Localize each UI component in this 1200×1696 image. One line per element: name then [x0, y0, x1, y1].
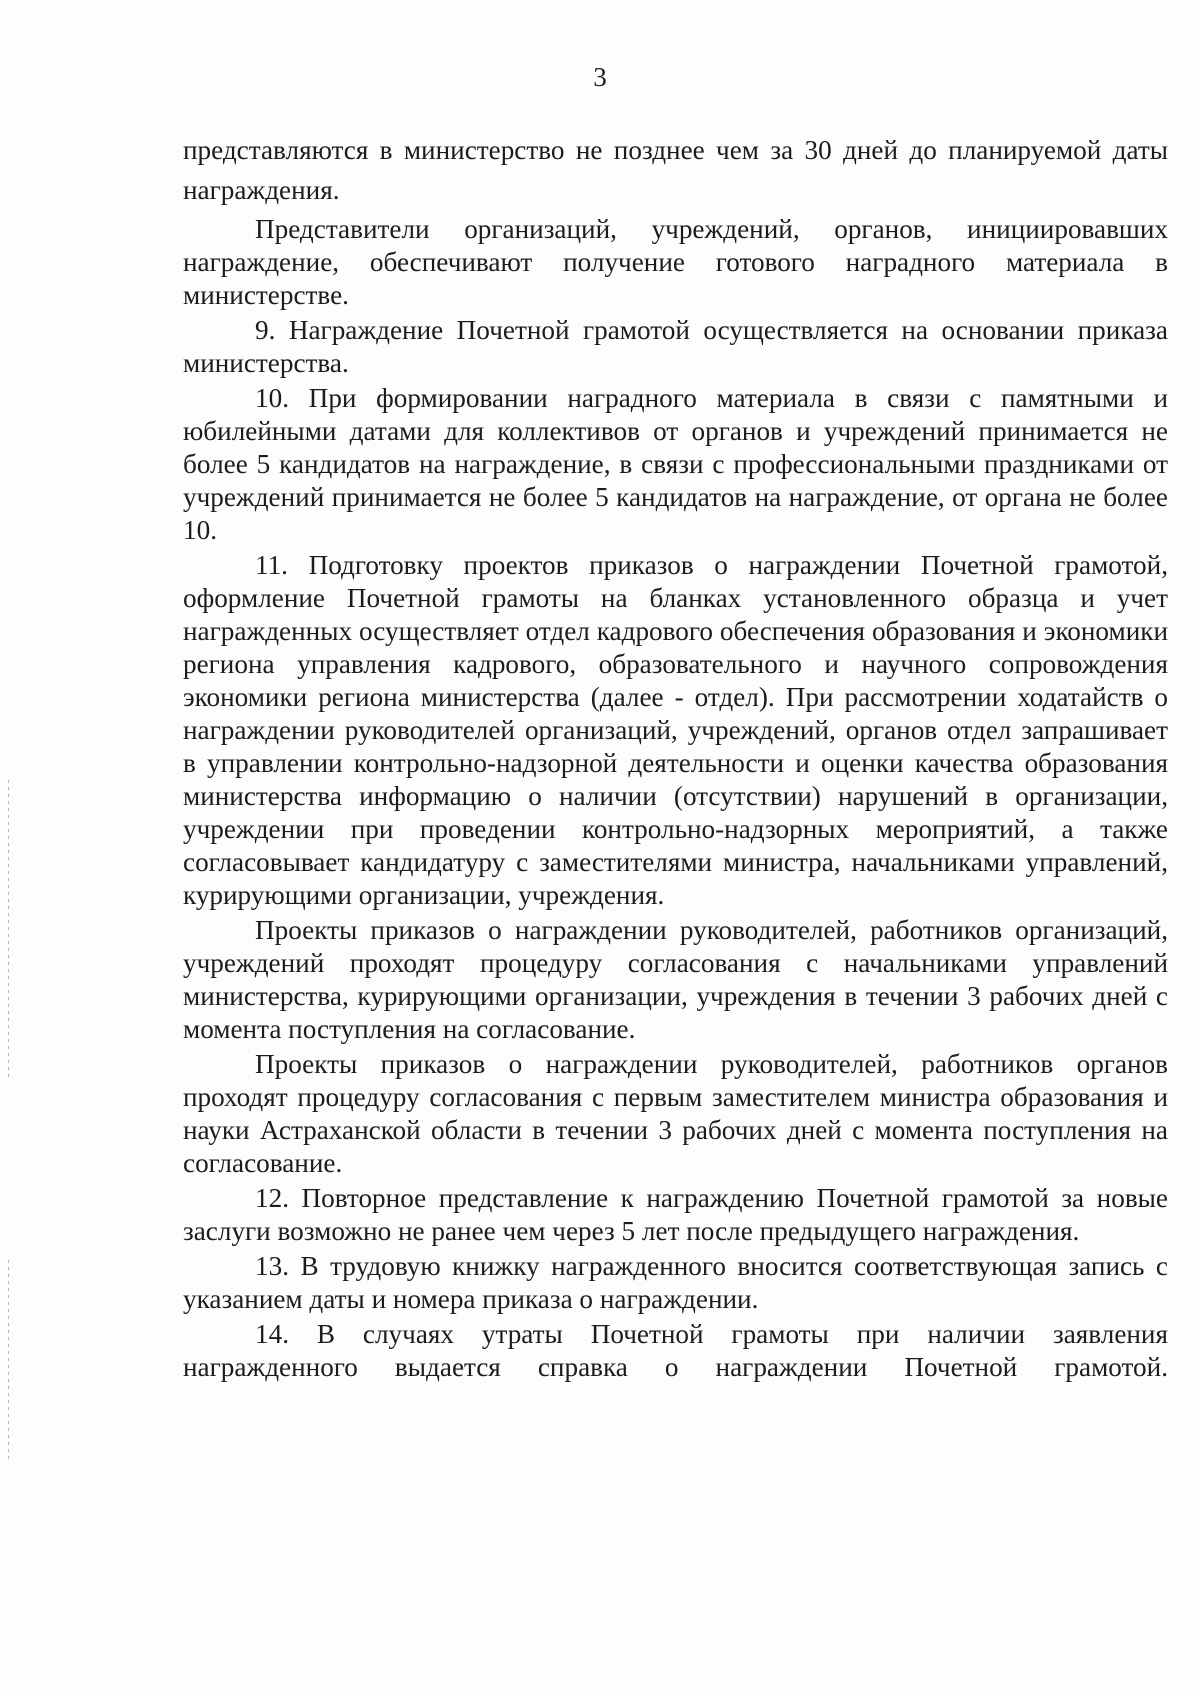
page-number: 3	[593, 62, 607, 92]
document-body	[183, 130, 1168, 1386]
paragraph: 12. Повторное представление к награждению Почетной грамотой за новые заслуги возможно не ранее чем через 5 лет после предыдущего награждения.	[183, 1183, 1168, 1246]
paragraph: 10. При формировании наградного материала в связи с памятными и юбилейными датами для коллективов от органов и учреждений принимается не более 5 кандидатов на награждение, в связи с профессиональными праздниками от учреждений принимается не более 5 кандидатов на награждение, от органа не более 10.	[183, 383, 1168, 545]
paragraph: Проекты приказов о награждении руководителей, работников органов проходят процедуру согласования с первым заместителем министра образования и науки Астраханской области в течении 3 рабочих дней с момента поступления на согласование.	[183, 1049, 1168, 1178]
paragraph: 11. Подготовку проектов приказов о награждении Почетной грамотой, оформление Почетной грамоты на бланках установленного образца и учет награжденных осуществляет отдел кадрового обеспечения образования и экономики региона управления кадрового, образовательного и научного сопровождения экономики региона министерства (далее - отдел). При рассмотрении ходатайств о награждении руководителей организаций, учреждений, органов отдел запрашивает в управлении контрольно-надзорной деятельности и оценки качества образования министерства информацию о наличии (отсутствии) нарушений в организации, учреждении при проведении контрольно-надзорных мероприятий, а также согласовывает кандидатуру с заместителями министра, начальниками управлений, курирующими организации, учреждения.	[183, 550, 1168, 910]
paragraph: 13. В трудовую книжку награжденного вносится соответствующая запись с указанием даты и номера приказа о награждении.	[183, 1251, 1168, 1314]
paragraph: 14. В случаях утраты Почетной грамоты при наличии заявления награжденного выдается справка о награждении Почетной грамотой.	[183, 1319, 1168, 1382]
paragraph: Представители организаций, учреждений, органов, инициировавших награждение, обеспечивают получение готового наградного материала в министерстве.	[183, 214, 1168, 310]
paragraph: представляются в министерство не позднее чем за 30 дней до планируемой даты награждения.	[183, 135, 1168, 205]
paragraph: 9. Награждение Почетной грамотой осуществляется на основании приказа министерства.	[183, 315, 1168, 378]
paragraph: Проекты приказов о награждении руководителей, работников организаций, учреждений проходят процедуру согласования с начальниками управлений министерства, курирующими организации, учреждения в течении 3 рабочих дней с момента поступления на согласование.	[183, 915, 1168, 1044]
scan-margin-artifact	[8, 780, 9, 1080]
scan-margin-artifact	[8, 1260, 9, 1460]
